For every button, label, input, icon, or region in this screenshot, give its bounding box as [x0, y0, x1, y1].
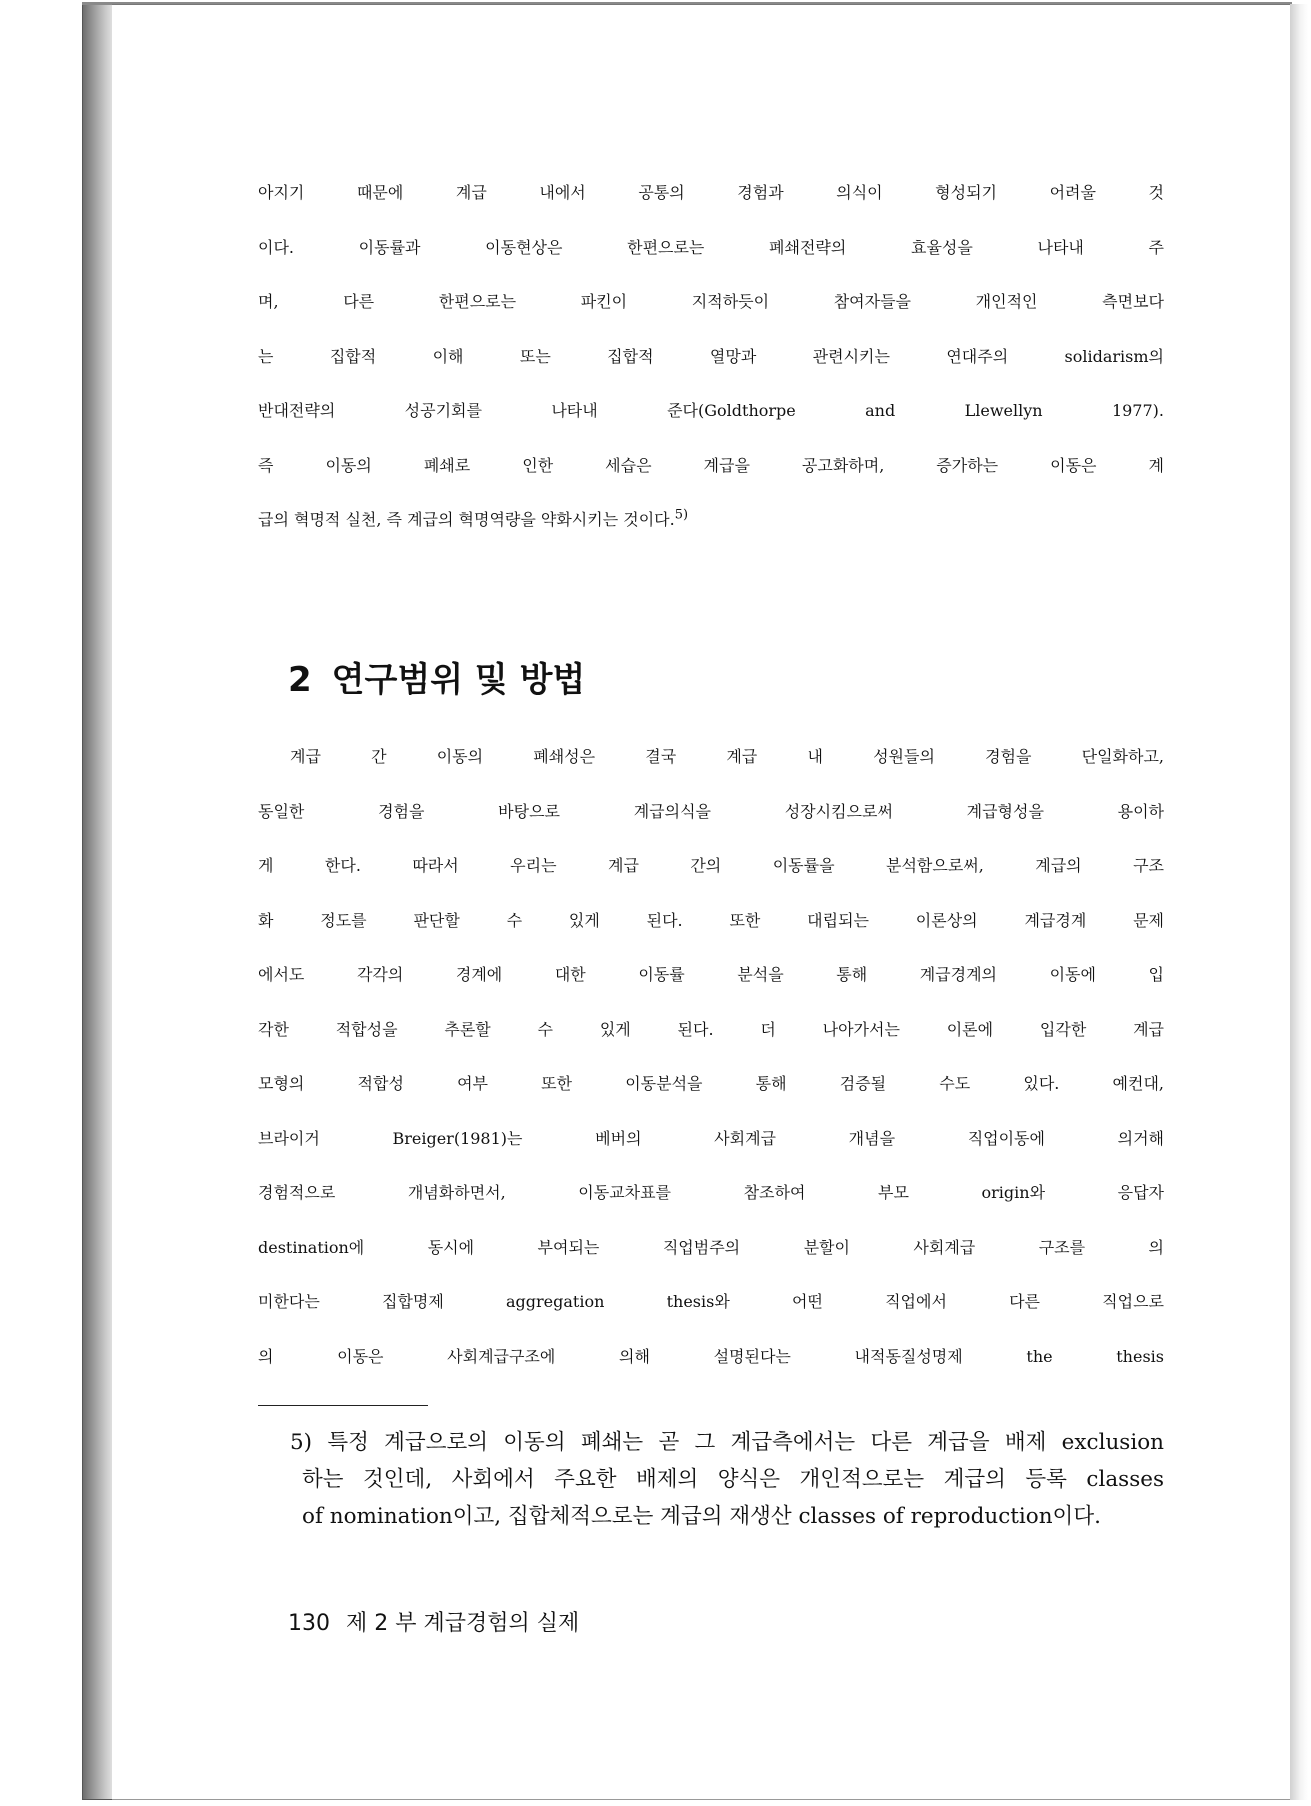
page-shadow — [1290, 4, 1308, 1800]
footnote-line: 하는 것인데, 사회에서 주요한 배제의 양식은 개인적으로는 계급의 등록 classes — [302, 1467, 1164, 1492]
text-line: 급의 혁명적 실천, 즉 계급의 혁명역량을 약화시키는 것이다. — [258, 510, 675, 529]
paragraph-method — [258, 744, 1164, 1398]
paragraph-intro — [258, 180, 1164, 562]
footnote-line: 5) 특정 계급으로의 이동의 폐쇄는 곧 그 계급측에서는 다른 계급을 배제 exclusion — [290, 1430, 1164, 1455]
running-title: 제 2 부 계급경험의 실제 — [346, 1611, 580, 1636]
book-spine-edge — [82, 4, 114, 1800]
text-line: 반대전략의 성공기회를 나타내 준다(Goldthorpe and Llewellyn 1977). — [258, 401, 1164, 420]
page-number: 130 — [288, 1611, 330, 1636]
section-title: 연구범위 및 방법 — [331, 660, 586, 700]
section-number: 2 — [288, 660, 312, 700]
text-line: 이다. 이동률과 이동현상은 한편으로는 폐쇄전략의 효율성을 나타내 주 — [258, 237, 1164, 257]
text-line: 각한 적합성을 추론할 수 있게 된다. 더 나아가서는 이론에 입각한 계급 — [258, 1019, 1164, 1039]
text-line: 즉 이동의 폐쇄로 인한 세습은 계급을 공고화하며, 증가하는 이동은 계 — [258, 455, 1164, 475]
text-line: 에서도 각각의 경계에 대한 이동률 분석을 통해 계급경계의 이동에 입 — [258, 965, 1164, 984]
text-line: 아지기 때문에 계급 내에서 공통의 경험과 의식이 형성되기 어려울 것 — [258, 183, 1164, 202]
footnote-divider — [258, 1405, 428, 1406]
text-line: 의 이동은 사회계급구조에 의해 설명된다는 내적동질성명제 the thesis — [258, 1346, 1164, 1366]
text-line: 화 정도를 판단할 수 있게 된다. 또한 대립되는 이론상의 계급경계 문제 — [258, 910, 1164, 930]
text-line: 동일한 경험을 바탕으로 계급의식을 성장시킴으로써 계급형성을 용이하 — [258, 801, 1164, 821]
text-line: 게 한다. 따라서 우리는 계급 간의 이동률을 분석함으로써, 계급의 구조 — [258, 856, 1164, 875]
text-line: destination에 동시에 부여되는 직업범주의 분할이 사회계급 구조를 의 — [258, 1237, 1164, 1257]
footnote-ref: 5) — [674, 507, 689, 523]
text-line: 는 집합적 이해 또는 집합적 열망과 관련시키는 연대주의 solidarism의 — [258, 346, 1164, 366]
section-heading — [288, 652, 585, 701]
text-line: 경험적으로 개념화하면서, 이동교차표를 참조하여 부모 origin와 응답자 — [258, 1183, 1164, 1202]
text-line: 모형의 적합성 여부 또한 이동분석을 통해 검증될 수도 있다. 예컨대, — [258, 1074, 1164, 1093]
text-line: 계급 간 이동의 폐쇄성은 결국 계급 내 성원들의 경험을 단일화하고, — [290, 747, 1164, 766]
text-line-last — [258, 507, 1164, 562]
page-footer — [288, 1606, 579, 1637]
text-line: 며, 다른 한편으로는 파킨이 지적하듯이 참여자들을 개인적인 측면보다 — [258, 292, 1164, 311]
footnote — [290, 1424, 1164, 1535]
text-line: 브라이거 Breiger(1981)는 베버의 사회계급 개념을 직업이동에 의거해 — [258, 1128, 1164, 1148]
text-line: 미한다는 집합명제 aggregation thesis와 어떤 직업에서 다른 직업으로 — [258, 1292, 1164, 1311]
footnote-line: of nomination이고, 집합체적으로는 계급의 재생산 classes of reproduction이다. — [302, 1504, 1101, 1529]
